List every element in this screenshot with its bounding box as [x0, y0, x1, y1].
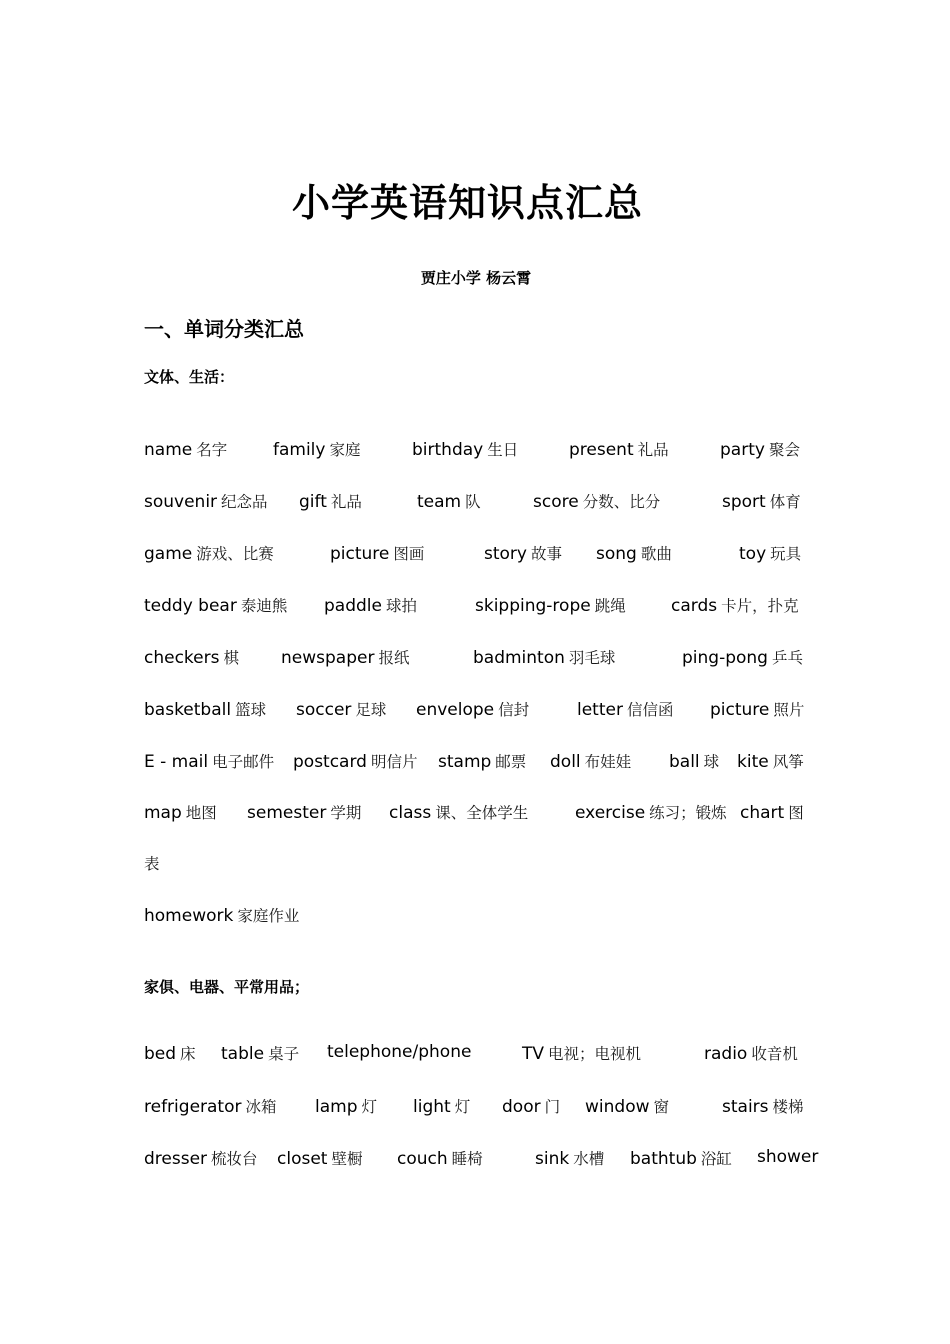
english-word: envelope: [416, 700, 495, 720]
vocab-entry: [438, 750, 526, 772]
vocab-entry: [669, 750, 719, 772]
subsection-heading-furniture: 家俱、电器、平常用品；: [144, 978, 310, 996]
english-word: semester: [247, 803, 327, 823]
english-word: newspaper: [281, 648, 375, 668]
vocab-entry: [281, 646, 409, 668]
vocab-entry: [533, 490, 660, 512]
vocab-line: [144, 594, 806, 618]
vocab-entry: [682, 646, 803, 668]
vocab-entry: [277, 1147, 362, 1169]
english-word: skipping-rope: [475, 596, 591, 616]
vocab-entry: [144, 1147, 258, 1169]
chinese-meaning: 聚会: [768, 441, 800, 459]
vocab-entry: [144, 904, 299, 926]
chinese-meaning: 信信函: [626, 701, 674, 719]
vocab-entry: [475, 594, 626, 616]
vocab-entry: [144, 490, 268, 512]
chinese-meaning: 电视；电视机: [548, 1045, 642, 1063]
english-word: paddle: [324, 596, 382, 616]
english-word: window: [585, 1097, 650, 1117]
chinese-meaning: 玩具: [770, 545, 802, 563]
chinese-meaning: 照片: [773, 701, 805, 719]
chinese-meaning: 门: [544, 1098, 561, 1116]
vocab-entry: [569, 438, 669, 460]
english-word: light: [413, 1097, 451, 1117]
vocab-entry: [737, 750, 804, 772]
chinese-meaning: 游戏、比赛: [196, 545, 274, 563]
english-word: ping-pong: [682, 648, 768, 668]
vocab-entry: [596, 542, 672, 564]
chinese-meaning: 故事: [530, 545, 562, 563]
english-word: telephone/phone: [327, 1042, 472, 1062]
chinese-meaning: 分数、比分: [582, 493, 661, 511]
chinese-meaning: 布娃娃: [584, 753, 632, 771]
vocab-entry: [575, 801, 727, 823]
vocab-line: [144, 852, 806, 876]
vocab-entry: [221, 1042, 299, 1064]
vocab-entry: [671, 594, 799, 616]
chinese-meaning: 队: [465, 493, 481, 511]
chinese-meaning: 桌子: [268, 1045, 300, 1063]
vocab-entry: [315, 1095, 377, 1117]
vocab-line: [144, 698, 806, 722]
vocab-entry: [247, 801, 361, 823]
chinese-meaning: 羽毛球: [568, 649, 616, 667]
chinese-meaning: 篮球: [235, 701, 267, 719]
chinese-meaning: 棋: [223, 649, 239, 667]
english-word: game: [144, 544, 193, 564]
vocab-entry: [585, 1095, 669, 1117]
vocab-entry: [273, 438, 361, 460]
english-word: birthday: [412, 440, 484, 460]
chinese-meaning: 明信片: [370, 753, 418, 771]
english-word: sport: [722, 492, 766, 512]
chinese-meaning: 歌曲: [640, 545, 672, 563]
english-word: radio: [704, 1044, 748, 1064]
vocab-entry: [630, 1147, 732, 1169]
vocab-entry: [413, 1095, 470, 1117]
english-word: party: [720, 440, 765, 460]
chinese-meaning: 家庭作业: [237, 907, 300, 925]
chinese-meaning: 球: [703, 753, 720, 771]
english-word: song: [596, 544, 637, 564]
vocab-entry: [502, 1095, 560, 1117]
vocab-line: [144, 750, 806, 774]
english-word: name: [144, 440, 193, 460]
chinese-meaning: 表: [144, 855, 160, 873]
english-word: door: [502, 1097, 541, 1117]
chinese-meaning: 邮票: [495, 753, 527, 771]
vocab-entry: [299, 490, 362, 512]
english-word: class: [389, 803, 432, 823]
vocab-entry: [739, 542, 801, 564]
section-heading: 一、单词分类汇总: [144, 317, 304, 341]
vocab-entry: [144, 750, 274, 772]
english-word: doll: [550, 752, 581, 772]
vocab-entry: [144, 594, 287, 616]
vocab-entry: [144, 1042, 196, 1064]
chinese-meaning: 练习；锻炼: [649, 804, 727, 822]
chinese-meaning: 课、全体学生: [435, 804, 529, 822]
english-word: badminton: [473, 648, 565, 668]
chinese-meaning: 梳妆台: [211, 1150, 258, 1168]
chinese-meaning: 电子邮件: [212, 753, 275, 771]
vocab-entry: [144, 1095, 277, 1117]
chinese-meaning: 卡片，扑克: [721, 597, 799, 615]
english-word: story: [484, 544, 527, 564]
english-word: dresser: [144, 1149, 208, 1169]
english-word: lamp: [315, 1097, 358, 1117]
english-word: checkers: [144, 648, 220, 668]
english-word: score: [533, 492, 579, 512]
english-word: soccer: [296, 700, 352, 720]
vocab-line: [144, 542, 806, 566]
chinese-meaning: 报纸: [378, 649, 410, 667]
vocab-line: [144, 801, 806, 825]
vocab-entry: [722, 490, 801, 512]
chinese-meaning: 风筝: [772, 753, 804, 771]
vocab-entry: [417, 490, 481, 512]
english-word: refrigerator: [144, 1097, 242, 1117]
vocab-entry: [522, 1042, 641, 1064]
vocab-entry: [144, 438, 227, 460]
english-word: map: [144, 803, 182, 823]
chinese-meaning: 礼品: [330, 493, 362, 511]
english-word: stairs: [722, 1097, 769, 1117]
english-word: bathtub: [630, 1149, 697, 1169]
english-word: cards: [671, 596, 718, 616]
vocab-line: [144, 490, 806, 514]
chinese-meaning: 纪念品: [221, 493, 268, 511]
vocab-entry: [704, 1042, 798, 1064]
chinese-meaning: 窗: [653, 1098, 670, 1116]
vocab-entry: [144, 852, 160, 874]
chinese-meaning: 礼品: [637, 441, 669, 459]
chinese-meaning: 球拍: [385, 597, 417, 615]
chinese-meaning: 睡椅: [451, 1150, 483, 1168]
english-word: sink: [535, 1149, 570, 1169]
english-word: postcard: [293, 752, 367, 772]
vocab-entry: [144, 801, 217, 823]
english-word: picture: [710, 700, 770, 720]
vocab-entry: [324, 594, 417, 616]
vocab-line: [144, 1042, 806, 1066]
chinese-meaning: 名字: [196, 441, 228, 459]
chinese-meaning: 灯: [361, 1098, 378, 1116]
english-word: ball: [669, 752, 700, 772]
vocab-entry: [293, 750, 417, 772]
chinese-meaning: 收音机: [751, 1045, 798, 1063]
english-word: closet: [277, 1149, 328, 1169]
vocab-entry: [710, 698, 804, 720]
chinese-meaning: 楼梯: [772, 1098, 804, 1116]
vocab-entry: [722, 1095, 804, 1117]
english-word: kite: [737, 752, 769, 772]
chinese-meaning: 床: [180, 1045, 196, 1063]
chinese-meaning: 冰箱: [245, 1098, 277, 1116]
vocab-entry: [535, 1147, 604, 1169]
chinese-meaning: 泰迪熊: [240, 597, 288, 615]
document-title: 小学英语知识点汇总: [291, 180, 643, 225]
vocab-entry: [144, 646, 239, 668]
chinese-meaning: 图画: [393, 545, 425, 563]
vocab-entry: [144, 698, 266, 720]
english-word: couch: [397, 1149, 448, 1169]
chinese-meaning: 生日: [487, 441, 519, 459]
vocab-entry: [397, 1147, 483, 1169]
vocab-entry: [577, 698, 673, 720]
english-word: basketball: [144, 700, 232, 720]
vocab-entry: [144, 542, 274, 564]
vocab-entry: [389, 801, 528, 823]
vocab-entry: [330, 542, 424, 564]
english-word: bed: [144, 1044, 177, 1064]
vocab-line: [144, 1147, 819, 1171]
vocab-entry: [757, 1147, 818, 1167]
chinese-meaning: 地图: [185, 804, 217, 822]
english-word: shower: [757, 1147, 819, 1167]
chinese-meaning: 跳绳: [594, 597, 626, 615]
vocab-line: [144, 438, 806, 462]
english-word: picture: [330, 544, 390, 564]
english-word: present: [569, 440, 634, 460]
vocab-entry: [412, 438, 518, 460]
vocab-line: [144, 1095, 806, 1119]
vocab-entry: [484, 542, 562, 564]
english-word: gift: [299, 492, 327, 512]
english-word: TV: [522, 1044, 545, 1064]
vocab-entry: [327, 1042, 471, 1062]
english-word: letter: [577, 700, 623, 720]
chinese-meaning: 足球: [355, 701, 387, 719]
vocab-entry: [550, 750, 631, 772]
author-line: 贾庄小学 杨云霄: [420, 269, 532, 287]
english-word: E - mail: [144, 752, 209, 772]
chinese-meaning: 浴缸: [700, 1150, 732, 1168]
english-word: stamp: [438, 752, 492, 772]
chinese-meaning: 乒乓: [771, 649, 803, 667]
vocab-entry: [416, 698, 529, 720]
english-word: exercise: [575, 803, 646, 823]
subsection-heading-sports-life: 文体、生活：: [144, 368, 235, 386]
vocab-entry: [296, 698, 386, 720]
vocab-line: [144, 646, 806, 670]
english-word: souvenir: [144, 492, 218, 512]
english-word: chart: [740, 803, 785, 823]
english-word: team: [417, 492, 462, 512]
english-word: table: [221, 1044, 265, 1064]
vocab-entry: [740, 801, 804, 823]
english-word: homework: [144, 906, 234, 926]
english-word: teddy bear: [144, 596, 237, 616]
chinese-meaning: 壁橱: [331, 1150, 363, 1168]
vocab-line: [144, 904, 806, 928]
english-word: toy: [739, 544, 767, 564]
chinese-meaning: 学期: [330, 804, 362, 822]
chinese-meaning: 水槽: [573, 1150, 605, 1168]
chinese-meaning: 灯: [454, 1098, 471, 1116]
chinese-meaning: 图: [788, 804, 804, 822]
chinese-meaning: 家庭: [329, 441, 361, 459]
vocab-entry: [473, 646, 615, 668]
vocab-entry: [720, 438, 800, 460]
chinese-meaning: 信封: [498, 701, 530, 719]
chinese-meaning: 体育: [769, 493, 801, 511]
english-word: family: [273, 440, 326, 460]
